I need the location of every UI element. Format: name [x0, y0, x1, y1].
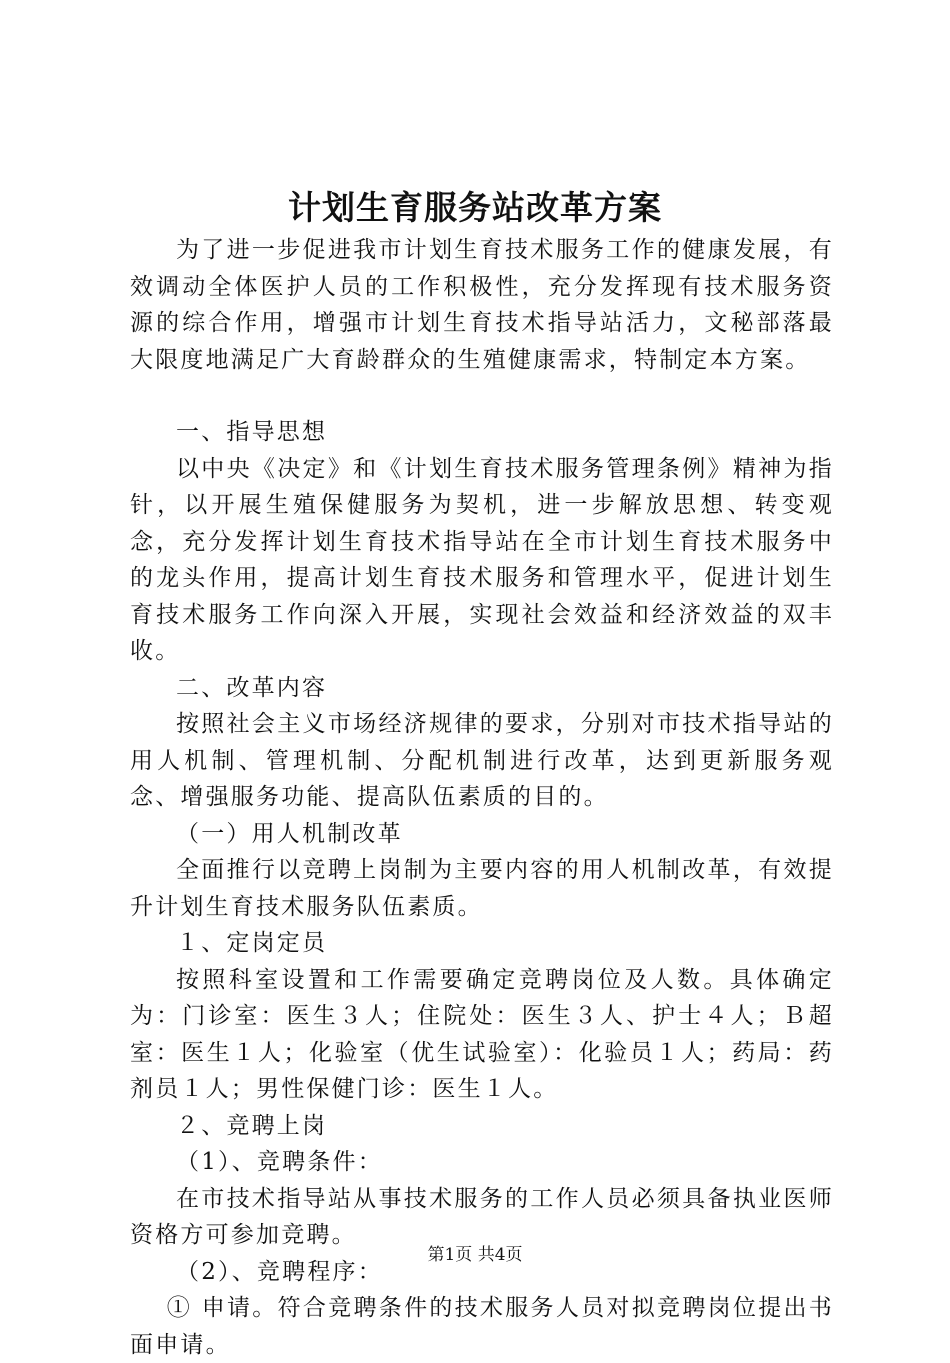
procedure-step-apply: ① 申请。符合竞聘条件的技术服务人员对拟竞聘岗位提出书面申请。 — [130, 1295, 834, 1358]
page-footer: 第1页 共4页 — [427, 1245, 523, 1265]
item-heading-competition: ２、竞聘上岗 — [176, 1112, 328, 1139]
guiding-thought-paragraph: 以中央《决定》和《计划生育技术服务管理条例》精神为指针，以开展生殖保健服务为契机，进一步解放思想、转变观念，充分发挥计划生育技术指导站在全市计划生育技术服务中的龙头作用，提高计划生育技术服务和管理水平，促进计划生育技术服务工作向深入开展，实现社会效益和经济效益的双丰收。 — [130, 455, 834, 664]
intro-paragraph: 为了进一步促进我市计划生育技术服务工作的健康发展，有效调动全体医护人员的工作积极性，充分发挥现有技术服务资源的综合作用，增强市计划生育技术指导站活力，文秘部落最大限度地满足广大育龄群众的生殖健康需求，特制定本方案。 — [130, 237, 834, 373]
document-body — [130, 232, 834, 1363]
item-heading-posts: １、定岗定员 — [176, 930, 328, 956]
conditions-paragraph: 在市技术指导站从事技术服务的工作人员必须具备执业医师资格方可参加竞聘。 — [130, 1185, 834, 1248]
reform-content-paragraph: 按照社会主义市场经济规律的要求，分别对市技术指导站的用人机制、管理机制、分配机制进行改革，达到更新服务观念、增强服务功能、提高队伍素质的目的。 — [130, 711, 834, 810]
posts-paragraph: 按照科室设置和工作需要确定竞聘岗位及人数。具体确定为：门诊室：医生３人；住院处：医生３人、护士４人；Ｂ超室：医生１人；化验室（优生试验室）：化验员１人；药局：药剂员１人；男性保健门诊：医生１人。 — [130, 966, 834, 1102]
employment-paragraph: 全面推行以竞聘上岗制为主要内容的用人机制改革，有效提升计划生育技术服务队伍素质。 — [130, 857, 834, 920]
sub-item-procedure: （2）、竞聘程序： — [176, 1258, 383, 1285]
document-title: 计划生育服务站改革方案 — [288, 188, 662, 227]
section-heading-reform-content: 二、改革内容 — [176, 674, 328, 701]
section-heading-guiding-thought: 一、指导思想 — [176, 419, 328, 445]
paragraph-gap — [130, 378, 834, 414]
sub-item-conditions: （1）、竞聘条件： — [176, 1149, 383, 1175]
subsection-heading-employment: （一）用人机制改革 — [176, 820, 403, 847]
